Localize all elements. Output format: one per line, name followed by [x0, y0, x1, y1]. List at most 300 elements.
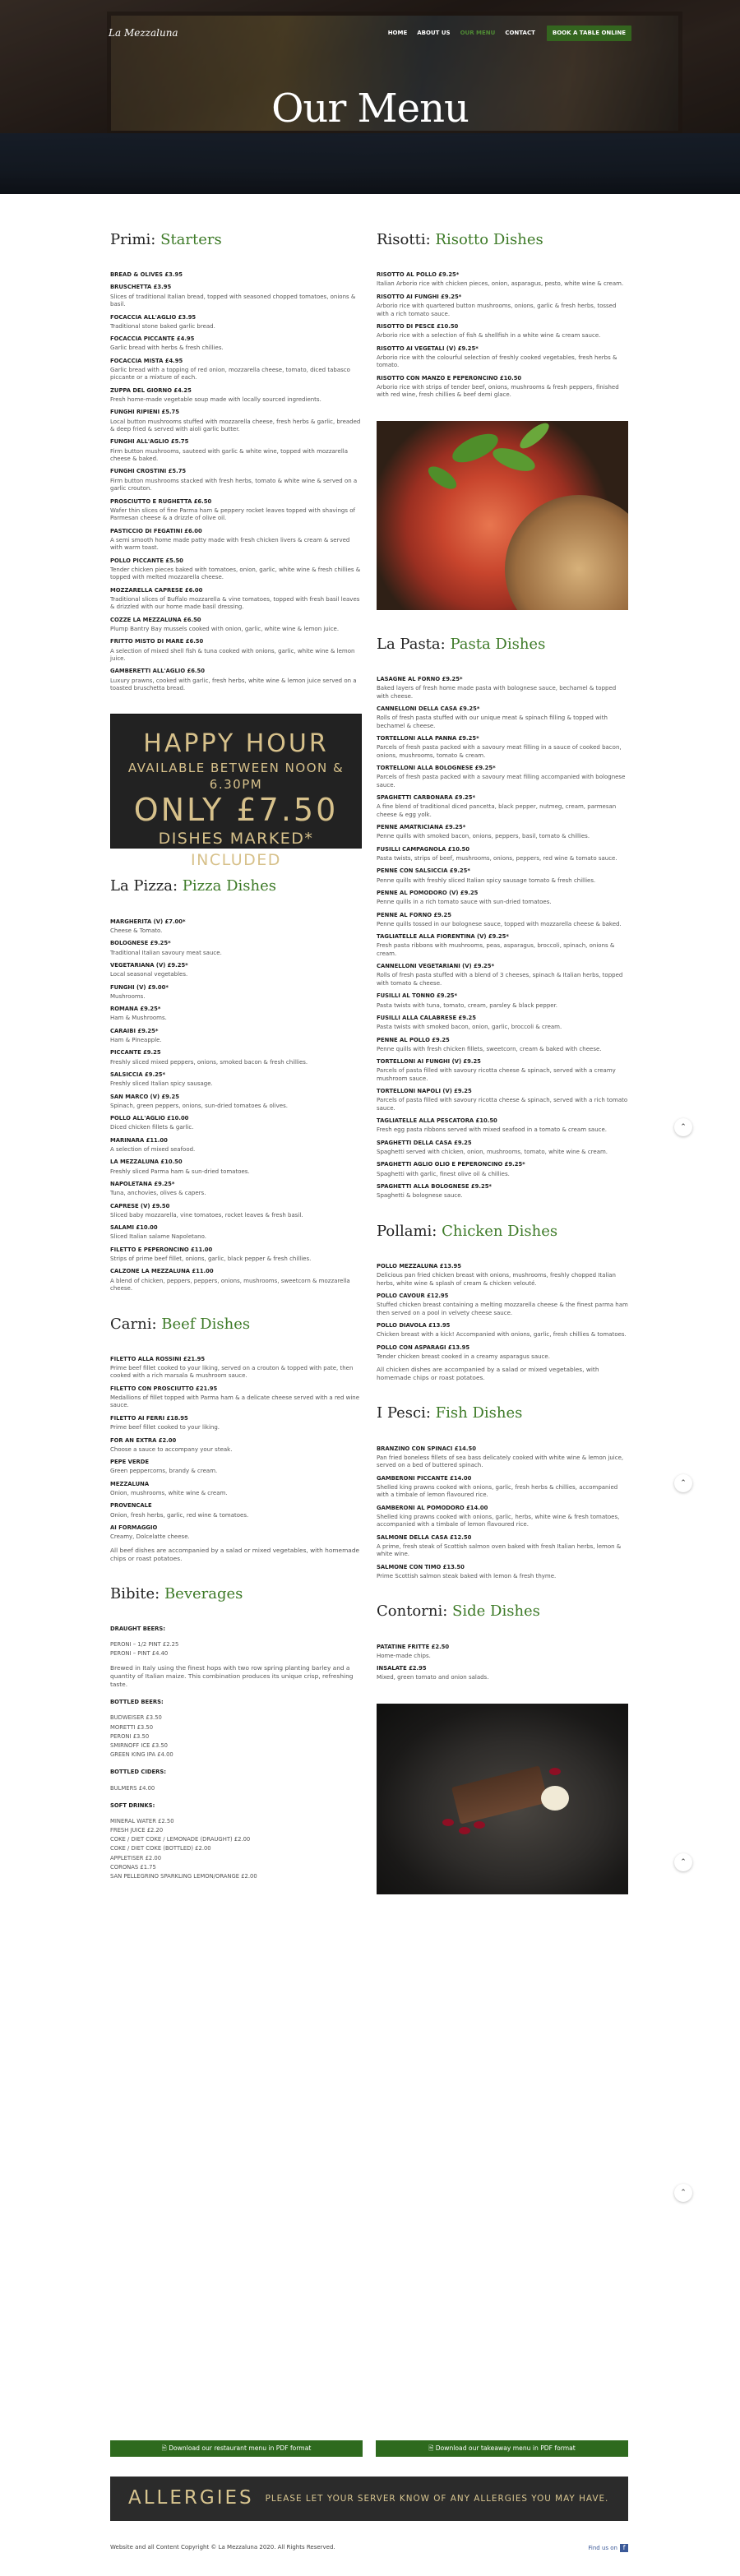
nav-about[interactable]: ABOUT US	[417, 30, 451, 36]
chevron-up-icon[interactable]: ⌃	[674, 1853, 692, 1871]
menu-item	[377, 1037, 628, 1054]
menu-item-name: SALAMI £10.00	[110, 1224, 158, 1232]
menu-item-desc: Prime beef fillet cooked to your liking.	[110, 1424, 220, 1431]
menu-item-desc: A prime, fresh steak of Scottish salmon oven baked with fresh Italian herbs, lemon & white wine.	[377, 1542, 622, 1558]
menu-item-name: POLLO DIAVOLA £13.95	[377, 1322, 451, 1330]
menu-item-desc: Tender chicken breast cooked in a creamy asparagus sauce.	[377, 1353, 550, 1360]
chicken-list	[377, 1263, 628, 1361]
menu-item-desc: Freshly sliced Parma ham & sun-dried tomatoes.	[110, 1168, 250, 1175]
menu-item-desc: Parcels of pasta filled with savoury ricotta cheese & spinach, served with a rich tomato sauce.	[377, 1097, 628, 1112]
menu-item-name: SPAGHETTI CARBONARA £9.25*	[377, 794, 476, 802]
beverage-line: MORETTI £3.50	[110, 1723, 154, 1731]
menu-item	[110, 335, 362, 353]
menu-item-desc: Green peppercorns, brandy & cream.	[110, 1468, 218, 1475]
section-title: Risotto Dishes	[435, 231, 543, 248]
chicken-note: All chicken dishes are accompanied by a salad or mixed vegetables, with homemade chips or roast potatoes.	[377, 1366, 599, 1382]
pizza-section	[110, 876, 362, 1293]
menu-item	[110, 1115, 362, 1132]
beverage-line: PERONI – PINT £4.40	[110, 1650, 169, 1658]
menu-item	[377, 1263, 628, 1288]
menu-item	[110, 557, 362, 582]
ciders-list	[110, 1785, 362, 1792]
menu-item	[110, 638, 362, 663]
menu-item-name: TORTELLONI AI FUNGHI (V) £9.25	[377, 1058, 481, 1066]
menu-item-name: LASAGNE AL FORNO £9.25*	[377, 675, 463, 682]
menu-item	[377, 963, 628, 987]
menu-item-name: FUNGHI RIPIENI £5.75	[110, 409, 180, 416]
menu-item-desc: Arborio rice with strips of tender beef, onions, mushrooms & fresh peppers, finished with red wine, fresh chillies & beef demi glace.	[377, 383, 619, 399]
menu-item	[110, 387, 362, 405]
section-prefix: Carni:	[110, 1315, 157, 1333]
menu-item	[377, 1665, 628, 1682]
beverage-line: MINERAL WATER £2.50	[110, 1817, 174, 1824]
section-title: Fish Dishes	[435, 1404, 523, 1422]
beverage-line: SMIRNOFF ICE £3.50	[110, 1741, 168, 1749]
menu-item-name: PROVENCALE	[110, 1502, 152, 1510]
beverage-line: APPLETISER £2.00	[110, 1854, 162, 1861]
menu-item-name: SALMONE CON TIMO £13.50	[377, 1563, 465, 1570]
menu-item-desc: Spaghetti served with chicken, onion, mushrooms, tomato, white wine & cream.	[377, 1149, 608, 1156]
menu-item-desc: Prime beef fillet cooked to your liking, served on a crouton & topped with pate, then cooked with a rich marsala & mushroom sauce.	[110, 1364, 354, 1380]
menu-item-desc: Mixed, green tomato and onion salads.	[377, 1674, 489, 1681]
menu-item	[377, 1015, 628, 1032]
menu-item	[110, 528, 362, 553]
pizza-crust	[505, 495, 628, 610]
menu-item-name: FUSILLI CAMPAGNOLA £10.50	[377, 845, 470, 853]
menu-item	[377, 1475, 628, 1500]
menu-item-desc: Local seasonal vegetables.	[110, 971, 188, 978]
section-heading	[110, 230, 362, 250]
menu-item-name: TAGLIATELLE ALLA PESCATORA £10.50	[377, 1117, 497, 1125]
menu-item-desc: Parcels of pasta filled with savoury ricotta cheese & spinach, served with a creamy mushroom sauce.	[377, 1067, 616, 1082]
menu-item	[377, 294, 628, 318]
menu-item-desc: Arborio rice with quartered button mushrooms, onions, garlic & fresh herbs, tossed with a rich tomato sauce.	[377, 303, 617, 317]
menu-item-name: PATATINE FRITTE £2.50	[377, 1643, 450, 1650]
dessert-cake	[451, 1765, 548, 1824]
menu-item-name: FILETTO E PEPERONCINO £11.00	[110, 1246, 213, 1253]
menu-item	[110, 271, 362, 279]
menu-item-name: RISOTTO AI VEGETALI (V) £9.25*	[377, 345, 479, 352]
allergies-note: PLEASE LET YOUR SERVER KNOW OF ANY ALLERGIES YOU MAY HAVE.	[265, 2493, 609, 2504]
section-prefix: I Pesci:	[377, 1404, 431, 1422]
dessert-photo	[377, 1704, 628, 1894]
menu-item-desc: Slices of traditional Italian bread, topped with seasoned chopped tomatoes, onions & basil.	[110, 293, 356, 308]
menu-item-name: FILETTO CON PROSCIUTTO £21.95	[110, 1385, 218, 1392]
menu-item-desc: Chicken breast with a kick! Accompanied with onions, garlic, fresh chillies & tomatoes.	[377, 1331, 627, 1339]
menu-item	[377, 1322, 628, 1339]
menu-item-name: CANNELLONI VEGETARIANI (V) £9.25*	[377, 963, 495, 970]
menu-item-name: SALSICCIA £9.25*	[110, 1071, 166, 1078]
menu-item-desc: Home-made chips.	[377, 1652, 431, 1659]
menu-item-desc: Sliced baby mozzarella, vine tomatoes, rocket leaves & fresh basil.	[110, 1211, 303, 1219]
menu-item-desc: Penne quills with freshly sliced Italian spicy sausage tomato & fresh chillies.	[377, 876, 596, 884]
menu-item-desc: Fresh egg pasta ribbons served with mixed seafood in a tomato & cream sauce.	[377, 1126, 608, 1134]
menu-column-right	[377, 230, 628, 1919]
menu-item-desc: Parcels of fresh pasta packed with a savoury meat filling in a sauce of cooked bacon, onions, mushrooms, tomato & cream.	[377, 744, 622, 759]
menu-item	[110, 1006, 362, 1023]
menu-item-desc: Ham & Mushrooms.	[110, 1015, 167, 1022]
menu-content	[0, 194, 740, 2476]
menu-item-desc: Baked layers of fresh home made pasta with bolognese sauce, bechamel & topped with cheese.	[377, 685, 617, 700]
menu-item-name: SPAGHETTI DELLA CASA £9.25	[377, 1139, 472, 1146]
happy-hour-banner	[110, 714, 362, 869]
nav-home[interactable]: HOME	[387, 30, 408, 36]
menu-item	[110, 940, 362, 957]
fish-list	[377, 1445, 628, 1581]
menu-item-desc: A selection of mixed shell fish & tuna cooked with onions, garlic, white wine & lemon juice.	[110, 647, 355, 662]
chevron-up-icon[interactable]: ⌃	[674, 1118, 692, 1136]
allergies-title: ALLERGIES	[128, 2487, 254, 2509]
section-heading	[110, 876, 362, 896]
menu-item-name: FILETTO ALLA ROSSINI £21.95	[110, 1355, 206, 1362]
menu-item-name: SALMONE DELLA CASA £12.50	[377, 1533, 472, 1541]
menu-item	[377, 933, 628, 958]
berry	[549, 1768, 561, 1775]
menu-item-desc: Onion, mushrooms, white wine & cream.	[110, 1489, 228, 1496]
menu-item	[110, 314, 362, 331]
menu-item	[377, 1534, 628, 1559]
menu-item	[377, 992, 628, 1010]
menu-item-name: RISOTTO CON MANZO E PEPERONCINO £10.50	[377, 374, 522, 382]
menu-item-name: POLLO PICCANTE £5.50	[110, 557, 183, 564]
menu-item	[110, 284, 362, 308]
beverage-line: COKE / DIET COKE (BOTTLED) £2.00	[110, 1845, 211, 1852]
menu-item-name: POLLO CAVOUR £12.95	[377, 1293, 449, 1300]
menu-item-name: SPAGHETTI ALLA BOLOGNESE £9.25*	[377, 1183, 492, 1191]
menu-item	[377, 1445, 628, 1470]
pasta-section	[377, 635, 628, 1200]
nav-menu[interactable]: OUR MENU	[460, 30, 496, 36]
section-title: Pasta Dishes	[450, 635, 546, 653]
menu-item-desc: Spaghetti with garlic, finest olive oil & chillies.	[377, 1170, 510, 1177]
menu-item-desc: Shelled king prawns cooked with onions, garlic, fresh herbs & chillies, accompanied with a timbale of lemon flavoured rice.	[377, 1483, 618, 1499]
menu-item	[110, 1246, 362, 1264]
menu-item	[377, 1088, 628, 1112]
beef-list	[110, 1356, 362, 1542]
menu-item	[110, 918, 362, 936]
menu-item-name: CANNELLONI DELLA CASA £9.25*	[377, 705, 480, 712]
menu-item	[110, 617, 362, 634]
facebook-icon: f	[620, 2544, 628, 2552]
menu-item-name: RISOTTO DI PESCE £10.50	[377, 322, 459, 330]
menu-item-name: GAMBERETTI ALL'AGLIO £6.50	[110, 668, 205, 675]
menu-item-desc: Diced chicken fillets & garlic.	[110, 1124, 194, 1131]
menu-item-name: TAGLIATELLE ALLA FIORENTINA (V) £9.25*	[377, 933, 509, 941]
menu-item-name: PICCANTE £9.25	[110, 1049, 161, 1057]
menu-item-desc: Fresh home-made vegetable soup made with locally sourced ingredients.	[110, 395, 321, 403]
menu-item-desc: A blend of chicken, peppers, peppers, onions, mushrooms, sweetcorn & mozzarella cheese.	[110, 1277, 350, 1293]
menu-item	[377, 824, 628, 841]
menu-item-name: MEZZALUNA	[110, 1480, 150, 1487]
menu-item-desc: Penne quills with smoked bacon, onions, peppers, basil, tomato & chillies.	[377, 833, 590, 840]
menu-item	[377, 1183, 628, 1200]
menu-item-name: CALZONE LA MEZZALUNA £11.00	[110, 1268, 214, 1275]
chicken-section	[377, 1222, 628, 1383]
menu-item-name: BRANZINO CON SPINACI £14.50	[377, 1445, 476, 1452]
footer	[110, 2544, 628, 2552]
menu-item-name: INSALATE £2.95	[377, 1665, 427, 1672]
beverages-section	[110, 1584, 362, 1881]
menu-item-name: NAPOLETANA £9.25*	[110, 1181, 175, 1188]
starters-section	[110, 230, 362, 692]
section-heading	[377, 1602, 628, 1621]
section-title: Side Dishes	[452, 1602, 540, 1621]
risotti-section	[377, 230, 628, 400]
menu-item-desc: Penne quills in a rich tomato sauce with sun-dried tomatoes.	[377, 899, 552, 906]
menu-item	[110, 1385, 362, 1410]
menu-item	[110, 962, 362, 979]
menu-item	[110, 409, 362, 433]
berry	[442, 1819, 454, 1826]
menu-item-name: TORTELLONI NAPOLI (V) £9.25	[377, 1088, 472, 1095]
menu-item-desc: Tender chicken pieces baked with tomatoes, onion, garlic, white wine & fresh chillies & topped with melted mozzarella cheese.	[110, 566, 361, 581]
menu-item-name: PENNE AL POMODORO (V) £9.25	[377, 890, 479, 897]
section-prefix: La Pasta:	[377, 635, 446, 653]
menu-item-name: BRUSCHETTA £3.95	[110, 284, 172, 291]
chevron-up-icon[interactable]: ⌃	[674, 2184, 692, 2202]
menu-item-desc: Pan fried boneless fillets of sea bass delicately cooked with white wine & lemon juice, served on a bed of buttered spinach.	[377, 1454, 624, 1469]
beverage-line: GREEN KING IPA £4.00	[110, 1751, 173, 1759]
menu-item	[110, 1224, 362, 1242]
section-title: Chicken Dishes	[442, 1222, 558, 1240]
menu-item-desc: Delicious pan fried chicken breast with onions, mushrooms, freshly chopped Italian herbs, white wine & splash of cream & chicken velouté.	[377, 1272, 616, 1287]
menu-item-name: GAMBERONI PICCANTE £14.00	[377, 1474, 472, 1482]
section-prefix: Contorni:	[377, 1602, 448, 1621]
menu-item-name: MARINARA £11.00	[110, 1136, 168, 1144]
download-takeaway-menu-button[interactable]	[376, 2440, 628, 2457]
menu-item-desc: Pasta twists, strips of beef, mushrooms, onions, peppers, red wine & tomato sauce.	[377, 854, 617, 862]
beverage-line: SAN PELLEGRINO SPARKLING LEMON/ORANGE £2.00	[110, 1872, 257, 1880]
menu-item-desc: Italian Arborio rice with chicken pieces, onion, asparagus, pesto, white wine & cream.	[377, 280, 624, 288]
menu-item-name: PENNE AL FORNO £9.25	[377, 911, 451, 918]
menu-item	[110, 984, 362, 1001]
allergies-banner	[110, 2477, 628, 2521]
menu-item-name: MOZZARELLA CAPRESE £6.00	[110, 586, 203, 594]
soft-list	[110, 1818, 362, 1880]
main-nav	[378, 25, 631, 41]
menu-column-left	[110, 230, 362, 1902]
menu-item-desc: Stuffed chicken breast containing a melting mozzarella cheese & the finest parma ham then served on a pool in velvety cheese sauce.	[377, 1302, 628, 1316]
draught-desc: Brewed in Italy using the finest hops with two row spring planting barley and a quantity of Italian maize. This combination produces its unique crisp, refreshing taste.	[110, 1664, 354, 1689]
bottled-list	[110, 1714, 362, 1759]
section-heading	[377, 1222, 628, 1242]
menu-item-name: POLLO CON ASPARAGI £13.95	[377, 1343, 470, 1351]
menu-item-name: PENNE AL POLLO £9.25	[377, 1036, 450, 1043]
menu-item	[110, 1437, 362, 1454]
rocket-leaf	[490, 443, 538, 475]
menu-item-desc: Firm button mushrooms stacked with fresh herbs, tomato & white wine & served on a garlic crouton.	[110, 477, 358, 493]
menu-item-name: BOLOGNESE £9.25*	[110, 940, 171, 947]
menu-item-desc: Spinach, green peppers, onions, sun-dried tomatoes & olives.	[110, 1102, 288, 1109]
menu-item	[110, 1094, 362, 1111]
menu-item	[377, 1058, 628, 1083]
hero-banner	[0, 0, 740, 194]
menu-item-desc: A semi smooth home made patty made with fresh chicken livers & cream & served with warm toast.	[110, 536, 350, 552]
menu-item	[377, 846, 628, 863]
menu-item-desc: Traditional slices of Buffalo mozzarella & vine tomatoes, topped with fresh basil leaves & drizzled with our home made basil dressing.	[110, 595, 360, 611]
menu-item	[377, 676, 628, 701]
menu-item	[110, 1524, 362, 1542]
beverage-line: CORONAS £1.75	[110, 1863, 156, 1871]
section-heading	[110, 1584, 362, 1604]
section-heading	[377, 230, 628, 250]
menu-item-name: FOCACCIA PICCANTE £4.95	[110, 335, 195, 343]
menu-item	[377, 323, 628, 340]
menu-item-desc: Cheese & Tomato.	[110, 927, 163, 934]
file-pdf-icon: 🗎	[428, 2444, 434, 2452]
beef-note: All beef dishes are accompanied by a salad or mixed vegetables, with homemade chips or roast potatoes.	[110, 1546, 360, 1562]
beverage-line: PERONI – 1/2 PINT £2.25	[110, 1641, 179, 1648]
menu-item	[110, 358, 362, 382]
menu-item-desc: Parcels of fresh pasta packed with a savoury meat filling accompanied with bolognese sauce.	[377, 774, 626, 789]
menu-item-name: POLLO MEZZALUNA £13.95	[377, 1262, 461, 1270]
rocket-leaf	[448, 428, 502, 468]
draught-label: DRAUGHT BEERS:	[110, 1625, 166, 1632]
menu-item-name: RISOTTO AL POLLO £9.25*	[377, 271, 460, 279]
menu-item-desc: Traditional stone baked garlic bread.	[110, 322, 215, 330]
menu-item	[377, 1644, 628, 1661]
menu-item-desc: Penne quills with fresh chicken fillets, sweetcorn, cream & baked with cheese.	[377, 1045, 602, 1052]
menu-item-name: COZZE LA MEZZALUNA £6.50	[110, 616, 201, 623]
fish-section	[377, 1404, 628, 1580]
section-title: Beef Dishes	[161, 1315, 251, 1333]
menu-item	[377, 1161, 628, 1178]
menu-item-desc: Rolls of fresh pasta stuffed with a blend of 3 cheeses, spinach & Italian herbs, topped with tomato & cheese.	[377, 972, 623, 987]
menu-item-name: FOCACCIA MISTA £4.95	[110, 357, 183, 364]
beverage-line: BULMERS £4.00	[110, 1784, 155, 1792]
section-prefix: Risotti:	[377, 231, 431, 248]
menu-item	[110, 1071, 362, 1089]
happy-hour-note: DISHES MARKED* INCLUDED	[158, 830, 314, 869]
happy-hour-time: AVAILABLE BETWEEN NOON & 6.30PM	[127, 760, 345, 793]
menu-item-desc: Plump Bantry Bay mussels cooked with onion, garlic, white wine & lemon juice.	[110, 625, 340, 632]
menu-item-desc: Strips of prime beef fillet, onions, garlic, black pepper & fresh chillies.	[110, 1256, 312, 1263]
menu-item-name: PROSCIUTTO E RUGHETTA £6.50	[110, 497, 212, 505]
menu-item-name: FOCACCIA ALL'AGLIO £3.95	[110, 313, 197, 321]
section-prefix: La Pizza:	[110, 877, 178, 895]
menu-item	[110, 438, 362, 463]
facebook-label: Find us on	[588, 2545, 617, 2551]
pizza-list	[110, 918, 362, 1293]
facebook-link[interactable]	[588, 2544, 628, 2552]
dessert-cream	[541, 1786, 569, 1811]
menu-item-desc: Arborio rice with a selection of fish & shellfish in a white wine & cream sauce.	[377, 332, 601, 340]
menu-item	[377, 735, 628, 760]
beverage-line: PERONI £3.50	[110, 1732, 150, 1740]
menu-item	[377, 867, 628, 885]
menu-item-desc: Ham & Pineapple.	[110, 1036, 162, 1043]
section-heading	[110, 1315, 362, 1334]
menu-item-name: FUNGHI ALL'AGLIO £5.75	[110, 438, 189, 446]
menu-item-name: CAPRESE (V) £9.50	[110, 1202, 170, 1209]
book-table-button[interactable]: BOOK A TABLE ONLINE	[547, 25, 631, 41]
menu-item	[110, 498, 362, 523]
menu-item-name: POLLO ALL'AGLIO £10.00	[110, 1115, 189, 1122]
menu-item-desc: Luxury prawns, cooked with garlic, fresh herbs, white wine & lemon juice served on a toasted bruschetta bread.	[110, 677, 357, 691]
menu-item	[110, 1481, 362, 1498]
beverage-line: COKE / DIET COKE / LEMONADE (DRAUGHT) £2.00	[110, 1836, 251, 1843]
menu-item	[377, 271, 628, 289]
menu-item-desc: Arborio rice with the colourful selection of freshly cooked vegetables, fresh herbs & tomato.	[377, 354, 617, 369]
menu-item	[110, 1356, 362, 1380]
section-heading	[377, 1404, 628, 1423]
menu-item	[110, 1415, 362, 1432]
menu-item-name: SPAGHETTI AGLIO OLIO E PEPERONCINO £9.25*	[377, 1161, 525, 1168]
menu-item	[377, 1117, 628, 1135]
file-pdf-icon: 🗎	[161, 2444, 167, 2452]
menu-item	[377, 1344, 628, 1362]
menu-item	[377, 345, 628, 370]
section-prefix: Bibite:	[110, 1584, 160, 1602]
download-restaurant-menu-button[interactable]	[110, 2440, 363, 2457]
chevron-up-icon[interactable]: ⌃	[674, 1474, 692, 1492]
menu-item-name: CARAIBI £9.25*	[110, 1027, 159, 1034]
happy-hour-price: ONLY £7.50	[133, 792, 339, 829]
menu-item-desc: A selection of mixed seafood.	[110, 1145, 196, 1153]
menu-item-desc: Prime Scottish salmon steak baked with lemon & fresh thyme.	[377, 1572, 557, 1579]
menu-item-desc: Pasta twists with smoked bacon, onion, garlic, broccoli & cream.	[377, 1024, 562, 1031]
menu-item-desc: Wafer thin slices of fine Parma ham & peppery rocket leaves topped with shavings of Parmesan cheese & a drizzle of olive oil.	[110, 506, 355, 522]
happy-hour-title: HAPPY HOUR	[143, 729, 329, 759]
menu-item	[110, 1203, 362, 1220]
copyright-text: Website and all Content Copyright © La Mezzaluna 2020. All Rights Reserved.	[110, 2544, 335, 2551]
menu-item	[377, 1293, 628, 1317]
menu-item	[377, 765, 628, 789]
berry	[459, 1827, 470, 1834]
menu-item	[110, 1137, 362, 1154]
menu-item-name: FUSILLI ALLA CALABRESE £9.25	[377, 1014, 476, 1021]
menu-item-desc: Traditional Italian savoury meat sauce.	[110, 949, 222, 956]
menu-item-name: ROMANA £9.25*	[110, 1006, 161, 1013]
menu-item-name: FUNGHI (V) £9.00*	[110, 983, 169, 991]
menu-item	[377, 1140, 628, 1157]
site-logo[interactable]: La Mezzaluna	[109, 27, 178, 39]
menu-item	[377, 705, 628, 730]
sides-list	[377, 1644, 628, 1682]
beverage-line: FRESH JUICE £2.20	[110, 1827, 164, 1834]
menu-item	[110, 468, 362, 493]
download-links	[110, 2440, 628, 2457]
menu-item	[110, 1268, 362, 1293]
menu-item-name: VEGETARIANA (V) £9.25*	[110, 961, 188, 969]
menu-item-desc: A fine blend of traditional diced pancetta, black pepper, nutmeg, cream, parmesan cheese & egg yolk.	[377, 803, 617, 818]
menu-item-name: LA MEZZALUNA £10.50	[110, 1159, 183, 1166]
section-title: Beverages	[164, 1584, 243, 1602]
download-label: Download our takeaway menu in PDF format	[435, 2444, 576, 2452]
menu-item-desc: Firm button mushrooms, sauteed with garlic & white wine, topped with mozzarella cheese & baked.	[110, 447, 349, 463]
section-prefix: Primi:	[110, 231, 156, 248]
section-title: Starters	[160, 231, 222, 248]
menu-item	[377, 1564, 628, 1581]
menu-item	[110, 1159, 362, 1176]
menu-item	[377, 890, 628, 907]
menu-item-desc: Pasta twists with tuna, tomato, cream, parsley & black pepper.	[377, 1001, 558, 1009]
menu-item-name: SAN MARCO (V) £9.25	[110, 1093, 179, 1100]
menu-item-name: FUSILLI AL TONNO £9.25*	[377, 992, 458, 1000]
menu-item	[110, 1049, 362, 1066]
download-label: Download our restaurant menu in PDF format	[169, 2444, 312, 2452]
menu-item-name: TORTELLONI ALLA BOLOGNESE £9.25*	[377, 765, 496, 772]
menu-item-desc: Spaghetti & bolognese sauce.	[377, 1192, 463, 1200]
soft-label: SOFT DRINKS:	[110, 1801, 155, 1809]
menu-item-name: FOR AN EXTRA £2.00	[110, 1436, 177, 1444]
menu-item-name: PEPE VERDE	[110, 1459, 150, 1466]
nav-contact[interactable]: CONTACT	[505, 30, 535, 36]
berry	[474, 1821, 485, 1829]
menu-item-desc: Choose a sauce to accompany your steak.	[110, 1445, 233, 1453]
menu-item-desc: Mushrooms.	[110, 992, 146, 1000]
menu-item-name: PASTICCIO DI FEGATINI £6.00	[110, 527, 202, 534]
